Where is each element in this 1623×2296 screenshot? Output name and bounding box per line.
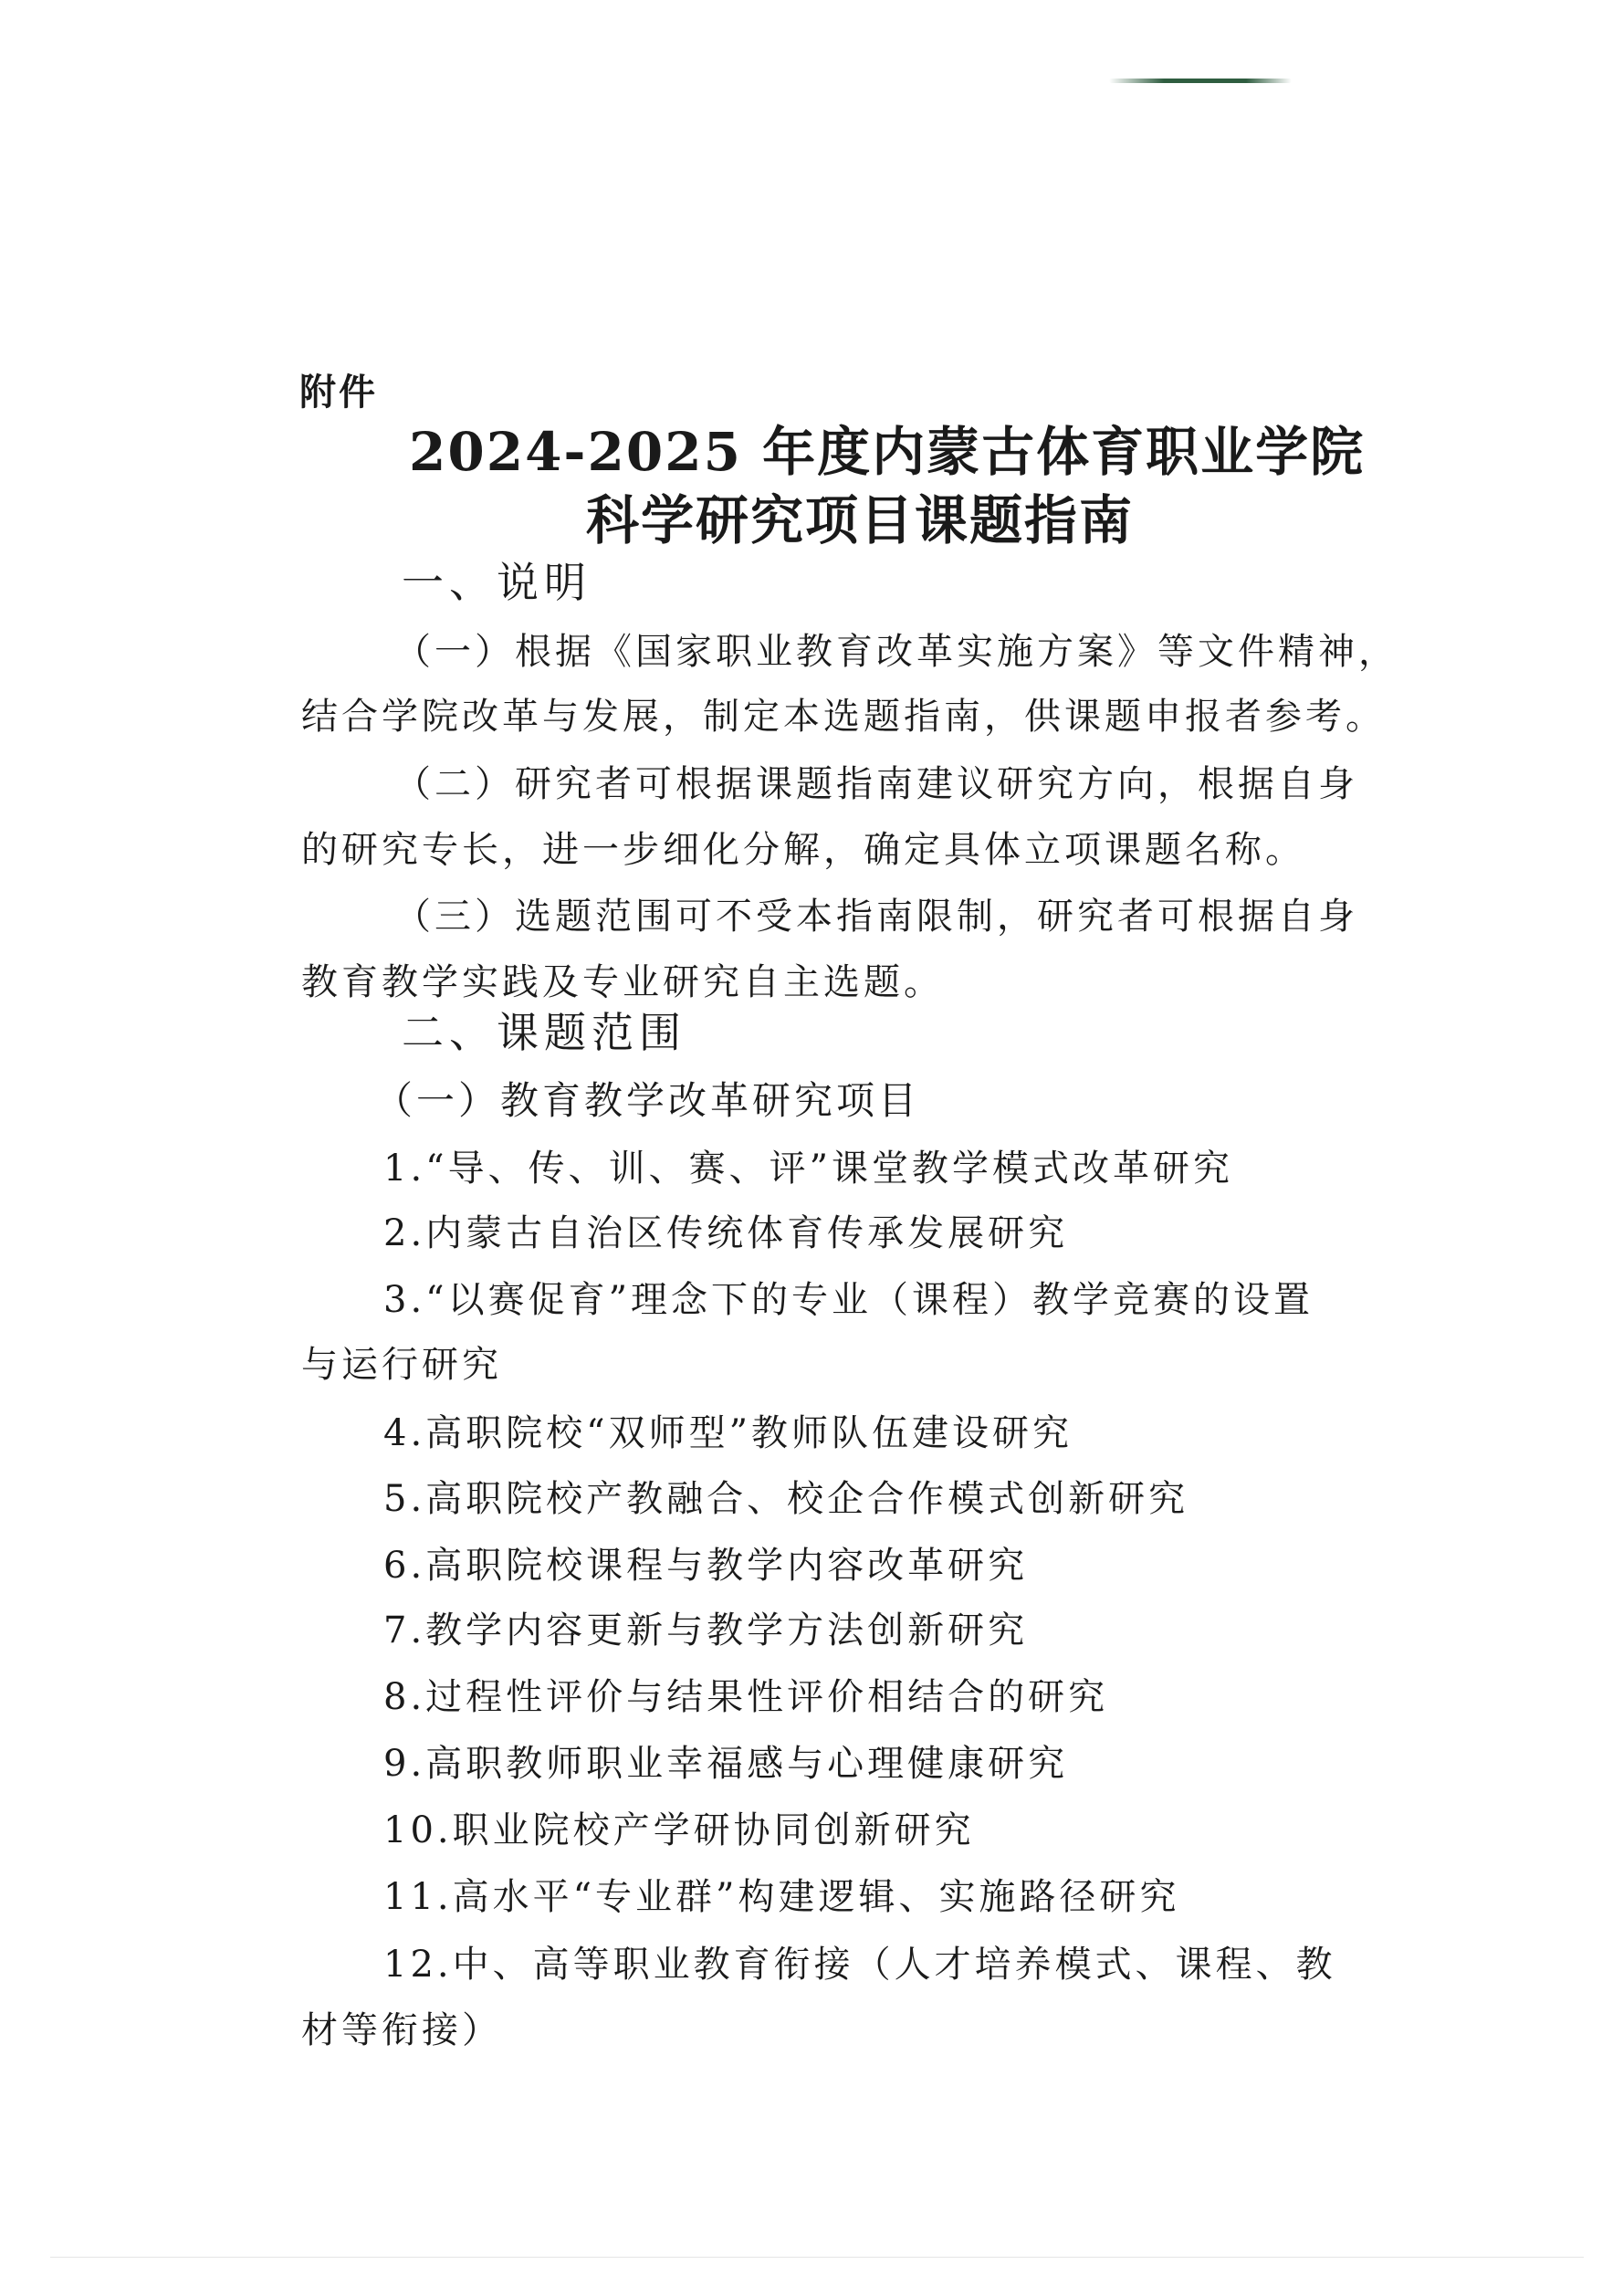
section-heading-scope: 二、课题范围 bbox=[402, 1008, 686, 1057]
list-item: 2.内蒙古自治区传统体育传承发展研究 bbox=[383, 1212, 1069, 1254]
list-item: 1.“导、传、训、赛、评”课堂教学模式改革研究 bbox=[383, 1148, 1234, 1190]
paragraph-3-line2: 教育教学实践及专业研究自主选题。 bbox=[301, 961, 944, 1003]
paragraph-2-line2: 的研究专长，进一步细化分解，确定具体立项课题名称。 bbox=[301, 829, 1305, 871]
paragraph-2-line1: （二）研究者可根据课题指南建议研究方向，根据自身 bbox=[394, 763, 1358, 805]
document-title-line1: 2024-2025 年度内蒙古体育职业学院 bbox=[409, 421, 1366, 483]
list-item: 6.高职院校课程与教学内容改革研究 bbox=[383, 1545, 1029, 1587]
list-item: 8.过程性评价与结果性评价相结合的研究 bbox=[383, 1676, 1109, 1718]
list-item: 9.高职教师职业幸福感与心理健康研究 bbox=[383, 1743, 1069, 1785]
list-item: 3.“以赛促育”理念下的专业（课程）教学竞赛的设置 bbox=[383, 1279, 1314, 1321]
document-title-line2: 科学研究项目课题指南 bbox=[586, 489, 1135, 551]
list-item: 7.教学内容更新与教学方法创新研究 bbox=[383, 1609, 1029, 1651]
section-heading-explanation: 一、说明 bbox=[402, 558, 592, 607]
paragraph-1-line1: （一）根据《国家职业教育改革实施方案》等文件精神， bbox=[394, 631, 1398, 673]
attachment-label: 附件 bbox=[299, 372, 378, 414]
list-item: 5.高职院校产教融合、校企合作模式创新研究 bbox=[383, 1478, 1189, 1520]
scan-stamp-mark bbox=[1109, 79, 1292, 83]
list-item: 11.高水平“专业群”构建逻辑、实施路径研究 bbox=[383, 1876, 1180, 1918]
list-item: 10.职业院校产学研协同创新研究 bbox=[383, 1809, 975, 1851]
list-item-continuation: 材等衔接） bbox=[301, 2009, 502, 2051]
paragraph-3-line1: （三）选题范围可不受本指南限制，研究者可根据自身 bbox=[394, 896, 1358, 938]
paragraph-1-line2: 结合学院改革与发展，制定本选题指南，供课题申报者参考。 bbox=[301, 696, 1386, 738]
subsection-heading-teaching-reform: （一）教育教学改革研究项目 bbox=[374, 1078, 921, 1123]
list-item: 4.高职院校“双师型”教师队伍建设研究 bbox=[383, 1412, 1073, 1454]
scan-bottom-line bbox=[50, 2257, 1584, 2258]
list-item: 12.中、高等职业教育衔接（人才培养模式、课程、教 bbox=[383, 1944, 1336, 1986]
list-item-continuation: 与运行研究 bbox=[301, 1344, 502, 1386]
